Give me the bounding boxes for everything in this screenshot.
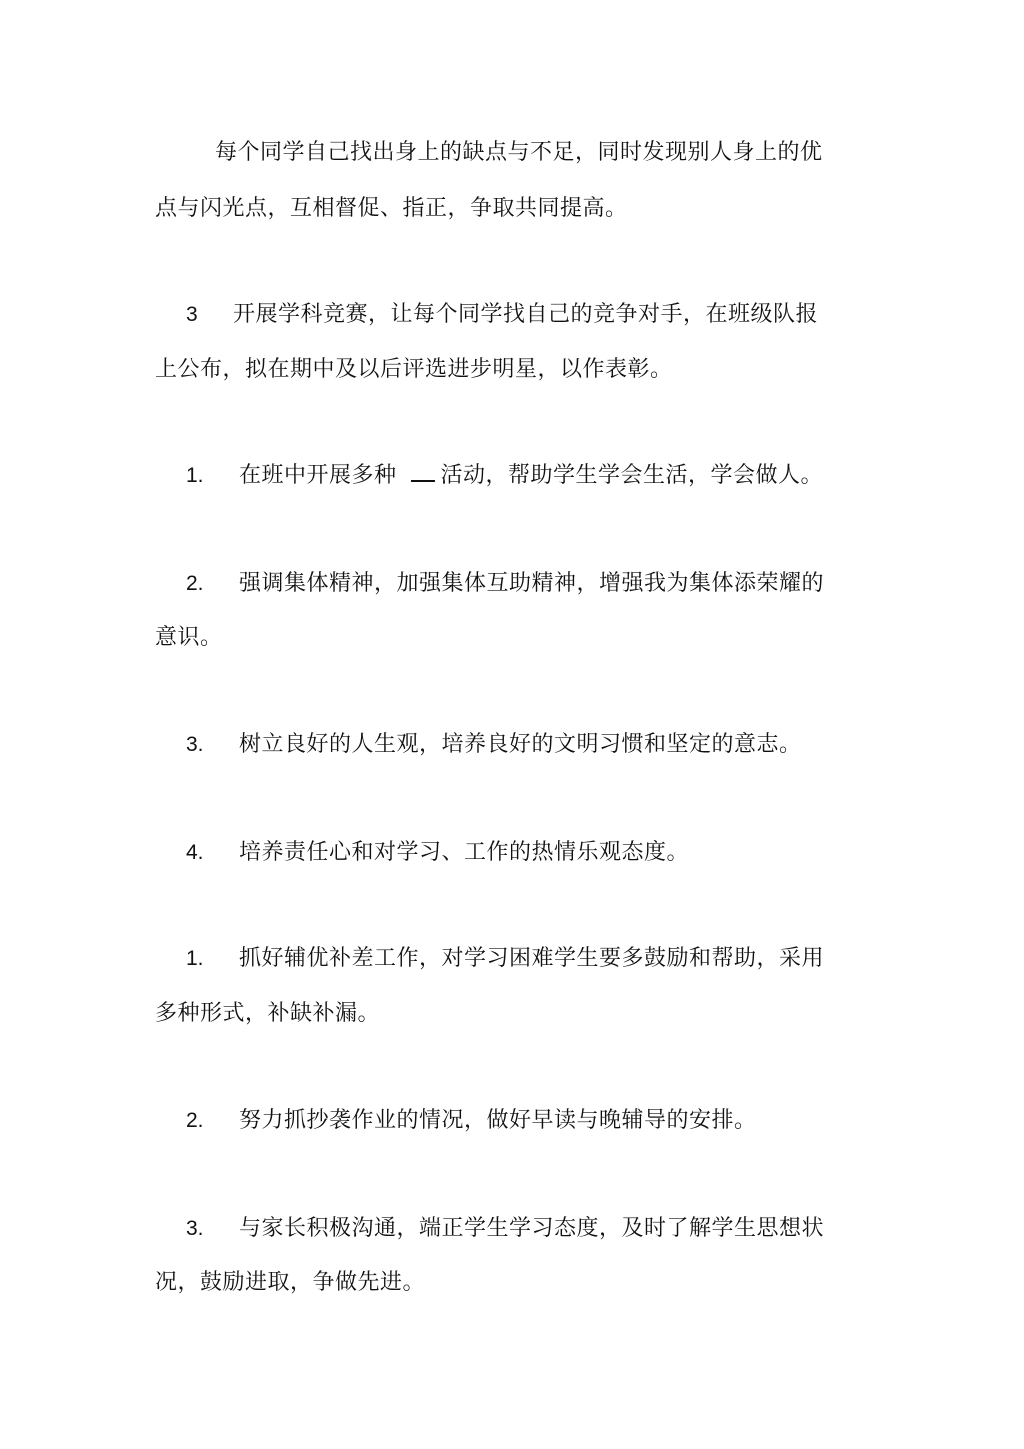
paragraph-2-line-1: 开展学科竞赛，让每个同学找自己的竞争对手，在班级队报 bbox=[233, 302, 819, 327]
list-b-item-1-line-1: 抓好辅优补差工作，对学习困难学生要多鼓励和帮助，采用 bbox=[239, 946, 825, 971]
list-a-item-2-line-1: 强调集体精神，加强集体互助精神，增强我为集体添荣耀的 bbox=[239, 571, 825, 596]
list-a-item-2-line-2: 意识。 bbox=[155, 625, 223, 650]
list-a-item-1-number: 1. bbox=[186, 464, 204, 487]
list-b-item-1-line-2: 多种形式，补缺补漏。 bbox=[155, 1001, 381, 1026]
fill-in-blank bbox=[411, 462, 435, 482]
list-a-item-3-number: 3. bbox=[186, 733, 204, 756]
list-b-item-1-number: 1. bbox=[186, 947, 204, 970]
list-a-item-2-number: 2. bbox=[186, 572, 204, 595]
list-a-item-1-after-blank: 活动，帮助学生学会生活，学会做人。 bbox=[440, 463, 824, 488]
list-b-item-3-line-1: 与家长积极沟通，端正学生学习态度，及时了解学生思想状 bbox=[239, 1216, 825, 1241]
paragraph-1-line-2: 点与闪光点，互相督促、指正，争取共同提高。 bbox=[155, 196, 628, 221]
paragraph-1-line-1: 每个同学自己找出身上的缺点与不足，同时发现别人身上的优 bbox=[215, 140, 823, 165]
list-b-item-2-text: 努力抓抄袭作业的情况，做好早读与晚辅导的安排。 bbox=[239, 1108, 757, 1133]
paragraph-2-line-2: 上公布，拟在期中及以后评选进步明星，以作表彰。 bbox=[155, 357, 673, 382]
list-b-item-3-number: 3. bbox=[186, 1217, 204, 1240]
list-a-item-3-text: 树立良好的人生观，培养良好的文明习惯和坚定的意志。 bbox=[239, 732, 802, 757]
list-b-item-2-number: 2. bbox=[186, 1109, 204, 1132]
list-a-item-4-text: 培养责任心和对学习、工作的热情乐观态度。 bbox=[239, 840, 690, 865]
list-b-item-3-line-2: 况，鼓励进取，争做先进。 bbox=[155, 1270, 426, 1295]
list-a-item-1-before-blank: 在班中开展多种 bbox=[239, 463, 397, 488]
list-a-item-1-text bbox=[239, 461, 823, 491]
list-a-item-4-number: 4. bbox=[186, 841, 204, 864]
paragraph-2-number: 3 bbox=[186, 303, 198, 326]
